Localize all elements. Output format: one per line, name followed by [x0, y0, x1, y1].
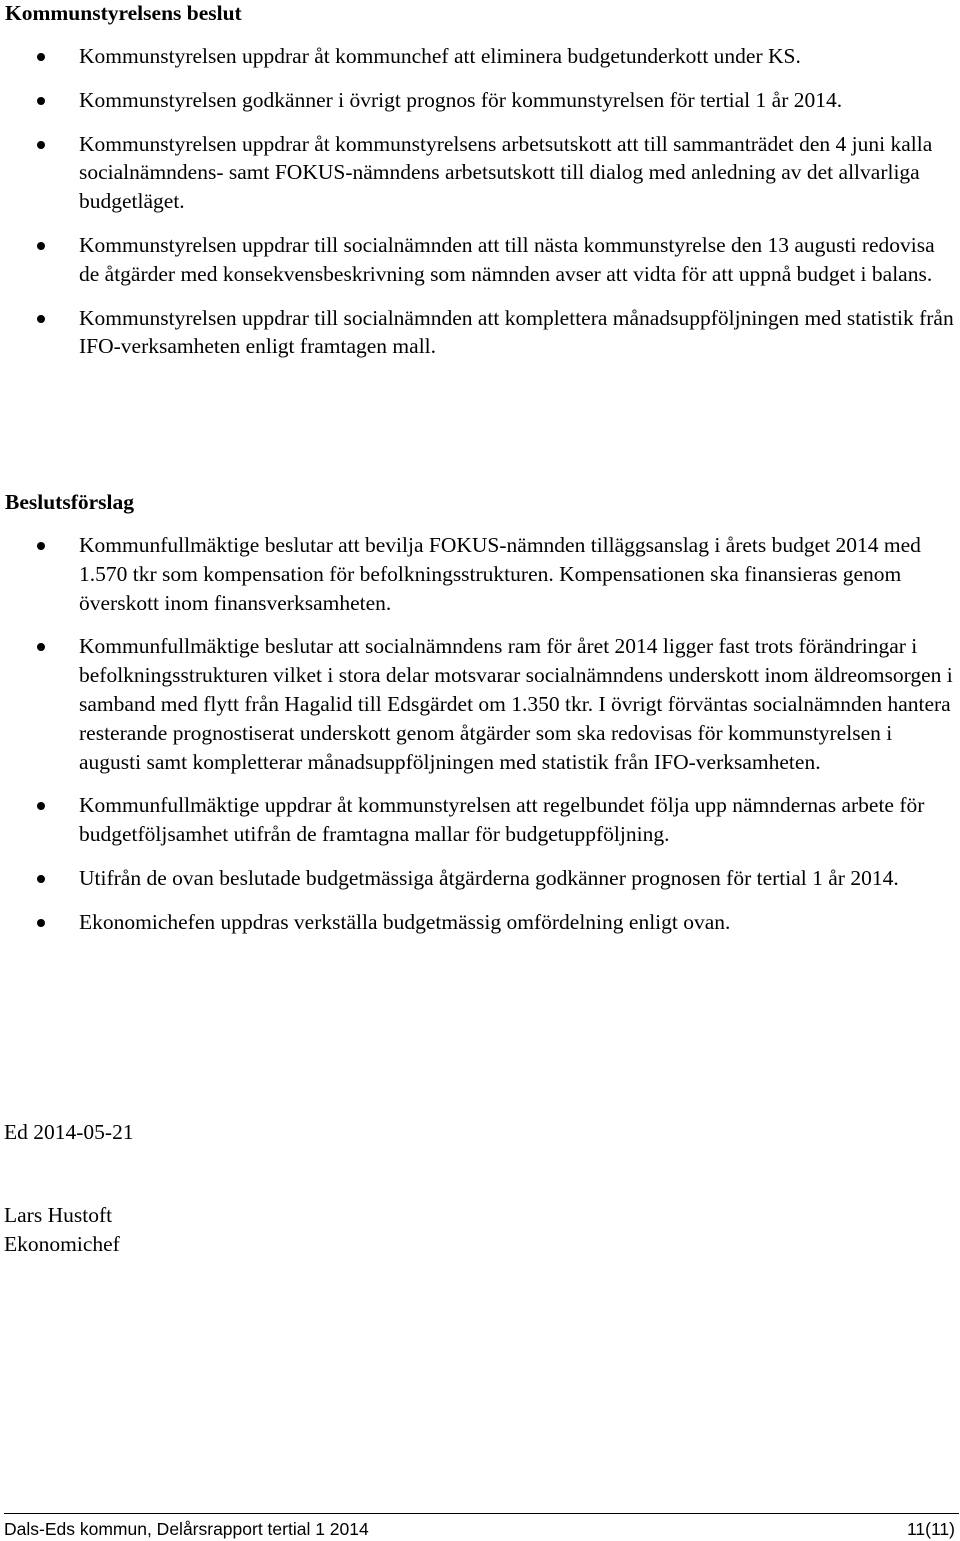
list-item-text: Kommunstyrelsen uppdrar åt kommunchef att eliminera budgetunderkott under KS. — [79, 44, 801, 68]
list-item — [0, 86, 960, 115]
list-item-text: Kommunstyrelsen uppdrar till socialnämnden att komplettera månadsuppföljningen med statistik från IFO-verksamheten enligt framtagen mall. — [79, 305, 954, 359]
list-item-text: Kommunstyrelsen uppdrar till socialnämnden att till nästa kommunstyrelse den 13 augusti redovisa de åtgärder med konsekvensbeskrivning som nämnden avser att vidta för att uppnå budget i balans. — [79, 232, 935, 286]
bullet-icon — [37, 542, 45, 550]
list-item — [0, 791, 960, 849]
footer-document-title: Dals-Eds kommun, Delårsrapport tertial 1 2014 — [4, 1519, 369, 1539]
decision-proposal-list — [0, 531, 960, 937]
list-item-text: Kommunstyrelsen godkänner i övrigt prognos för kommunstyrelsen för tertial 1 år 2014. — [79, 87, 843, 112]
ks-decision-list — [0, 42, 960, 361]
list-item — [0, 531, 960, 617]
list-item — [0, 130, 960, 216]
bullet-icon — [37, 53, 45, 61]
list-item-text: Kommunstyrelsen uppdrar åt kommunstyrelsens arbetsutskott att till sammanträdet den 4 juni kalla socialnämndens- samt FOKUS-nämndens arbetsutskott till dialog med anledning av det allvarliga budgetläget. — [79, 131, 933, 214]
bullet-icon — [37, 875, 45, 883]
list-item-text: Kommunfullmäktige beslutar att socialnämndens ram för året 2014 ligger fast trots förändringar i befolkningsstrukturen vilket i stora delar motsvarar socialnämndens underskott inom äldreomsorgen i samband med flytt från Hagalid till Edsgärdet om 1.350 tkr. I övrigt förväntas socialnämnden hantera resterande prognostiserat underskott genom åtgärder som ska redovisas för kommunstyrelsen i augusti samt kompletterar månadsuppföljningen med statistik från IFO-verksamheten. — [79, 634, 953, 774]
list-item-text: Kommunfullmäktige uppdrar åt kommunstyrelsen att regelbundet följa upp nämndernas arbete för budgetföljsamhet utifrån de framtagna mallar för budgetuppföljning. — [79, 793, 925, 847]
bullet-icon — [37, 919, 45, 927]
bullet-icon — [37, 643, 45, 651]
list-item — [0, 632, 960, 776]
list-item-text: Utifrån de ovan beslutade budgetmässiga åtgärderna godkänner prognosen för tertial 1 år 2014. — [79, 865, 899, 890]
footer-page-number: 11(11) — [907, 1519, 955, 1539]
section-heading-ks-decision: Kommunstyrelsens beslut — [5, 1, 242, 25]
signature-title: Ekonomichef — [4, 1232, 120, 1256]
list-item — [0, 304, 960, 362]
list-item — [0, 231, 960, 289]
list-item — [0, 908, 960, 937]
signature-name: Lars Hustoft — [4, 1203, 113, 1227]
bullet-icon — [37, 802, 45, 810]
list-item — [0, 42, 960, 71]
bullet-icon — [37, 141, 45, 149]
list-item-text: Ekonomichefen uppdras verkställa budgetmässig omfördelning enligt ovan. — [79, 909, 731, 934]
signature-date: Ed 2014-05-21 — [4, 1120, 134, 1144]
list-item — [0, 864, 960, 893]
bullet-icon — [37, 242, 45, 250]
bullet-icon — [37, 315, 45, 323]
footer-divider — [4, 1513, 959, 1514]
section-heading-decision-proposal: Beslutsförslag — [5, 490, 134, 514]
bullet-icon — [37, 97, 45, 105]
list-item-text: Kommunfullmäktige beslutar att bevilja FOKUS-nämnden tilläggsanslag i årets budget 2014 med 1.570 tkr som kompensation för befolkningsstrukturen. Kompensationen ska finansieras genom överskott inom finansverksamheten. — [79, 533, 921, 615]
